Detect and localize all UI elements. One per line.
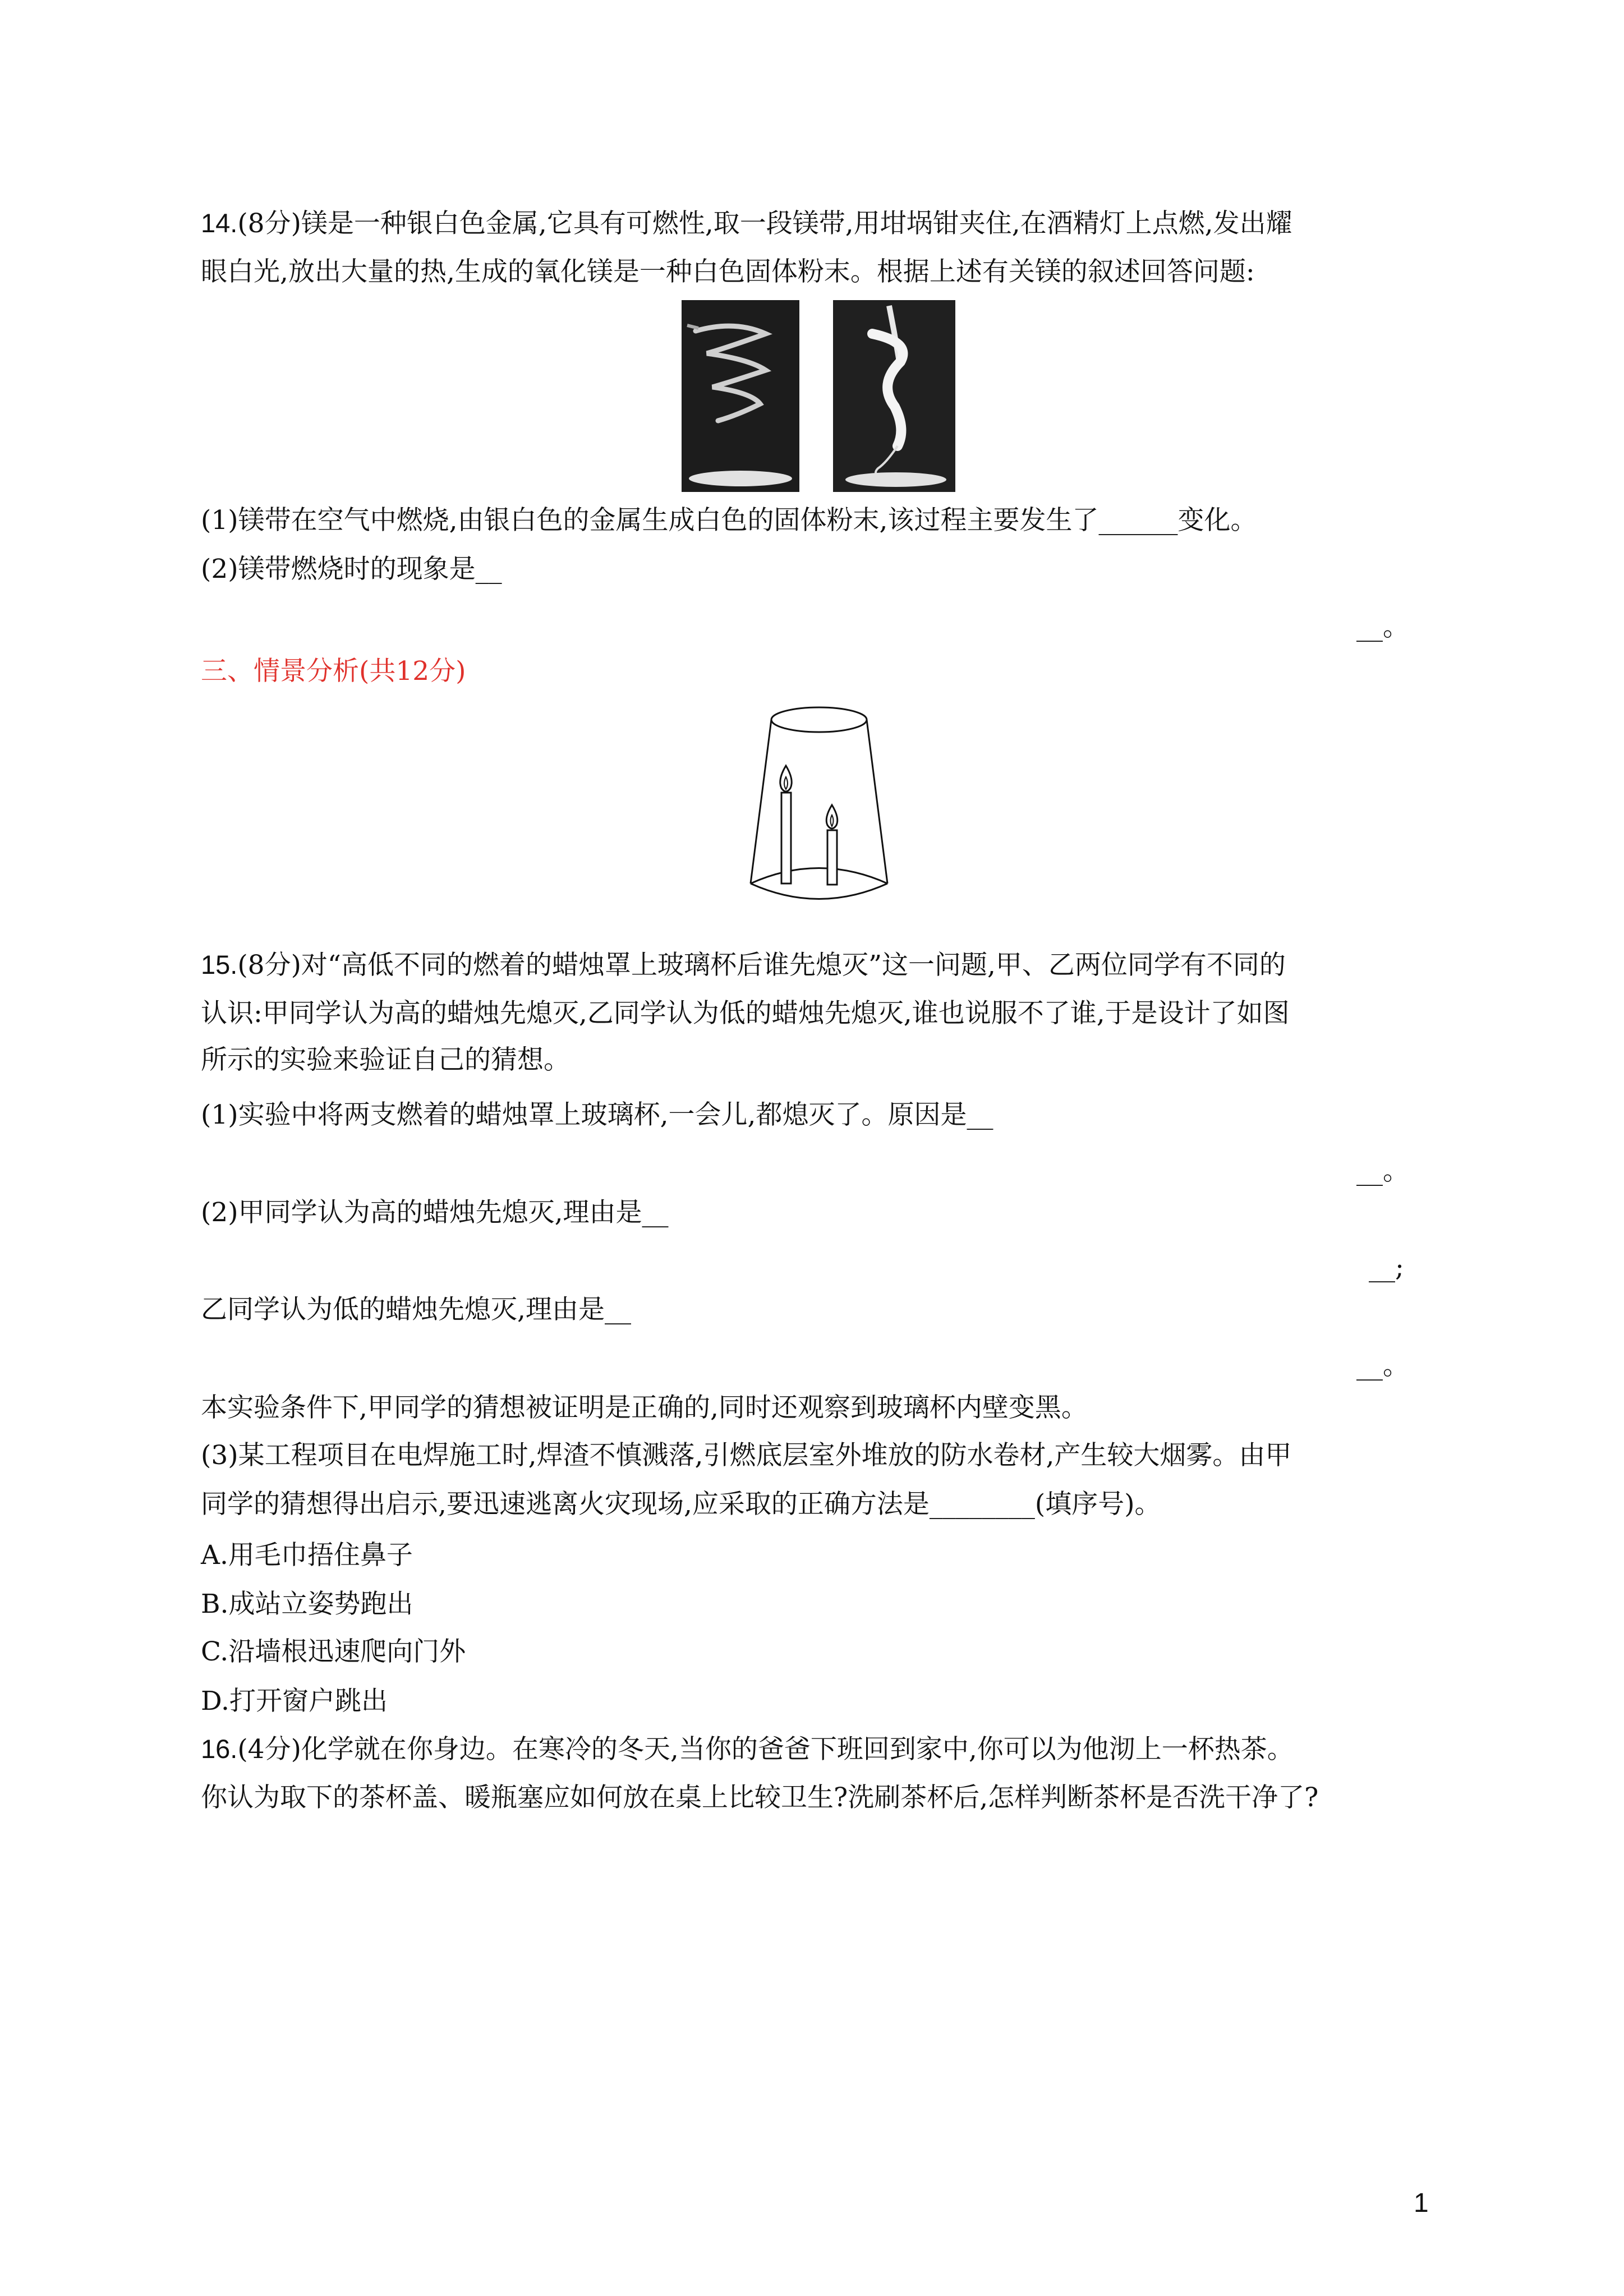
q15-sub-2-end: __; [1369, 1252, 1404, 1283]
q14-intro-1: (8分)镁是一种银白色金属,它具有可燃性,取一段镁带,用坩埚钳夹住,在酒精灯上点燃,发出耀 [237, 208, 1292, 239]
q16-number: 16. [201, 1734, 238, 1764]
q14-sub-2: (2)镁带燃烧时的现象是__ [201, 554, 502, 585]
q15-line-2: 认识:甲同学认为高的蜡烛先熄灭,乙同学认为低的蜡烛先熄灭,谁也说服不了谁,于是设计了如图 [201, 998, 1290, 1029]
q14-sub-2-end: __。 [1356, 611, 1409, 642]
q15-option-c: C.沿墙根迅速爬向门外 [201, 1636, 466, 1667]
q14-line-1 [201, 206, 1292, 241]
q15-sub-2b: 乙同学认为低的蜡烛先熄灭,理由是__ [201, 1294, 631, 1325]
q15-number: 15. [201, 950, 238, 979]
q14-sub-1: (1)镁带在空气中燃烧,由银白色的金属生成白色的固体粉末,该过程主要发生了______变化。 [201, 505, 1257, 536]
page-number: 1 [1414, 2188, 1429, 2218]
q14-number: 14. [201, 208, 238, 238]
q15-sub-1: (1)实验中将两支燃着的蜡烛罩上玻璃杯,一会儿,都熄灭了。原因是__ [201, 1099, 993, 1130]
magnesium-burning-photo [833, 300, 955, 492]
q15-option-b: B.成站立姿势跑出 [201, 1589, 413, 1619]
q14-line-2: 眼白光,放出大量的热,生成的氧化镁是一种白色固体粉末。根据上述有关镁的叙述回答问题: [201, 256, 1255, 287]
q15-sub-2b-end: __。 [1356, 1350, 1409, 1381]
q15-note: 本实验条件下,甲同学的猜想被证明是正确的,同时还观察到玻璃杯内壁变黑。 [201, 1392, 1088, 1423]
q16-line-2: 你认为取下的茶杯盖、暖瓶塞应如何放在桌上比较卫生?洗刷茶杯后,怎样判断茶杯是否洗干净了? [201, 1782, 1319, 1813]
candle-glass-diagram [729, 704, 909, 909]
section-3-heading: 三、情景分析(共12分) [201, 656, 466, 687]
q15-sub-1-end: __。 [1356, 1156, 1409, 1186]
q15-sub-2: (2)甲同学认为高的蜡烛先熄灭,理由是__ [201, 1197, 669, 1228]
q15-sub-3-line-1: (3)某工程项目在电焊施工时,焊渣不慎溅落,引燃底层室外堆放的防水卷材,产生较大烟雾。由甲 [201, 1440, 1292, 1471]
q16-text-1: (4分)化学就在你身边。在寒冷的冬天,当你的爸爸下班回到家中,你可以为他沏上一杯热茶。 [237, 1734, 1294, 1765]
q15-option-a: A.用毛巾捂住鼻子 [201, 1540, 413, 1571]
q15-sub-3-line-2: 同学的猜想得出启示,要迅速逃离火灾现场,应采取的正确方法是________(填序号)。 [201, 1489, 1161, 1520]
q15-line-3: 所示的实验来验证自己的猜想。 [201, 1045, 570, 1075]
q15-text-1: (8分)对“高低不同的燃着的蜡烛罩上玻璃杯后谁先熄灭”这一问题,甲、乙两位同学有不同的 [237, 950, 1286, 981]
q15-option-d: D.打开窗户跳出 [201, 1686, 388, 1717]
q15-line-1 [201, 948, 1286, 982]
magnesium-ribbon-photo [682, 300, 799, 492]
q16-line-1 [201, 1732, 1294, 1766]
